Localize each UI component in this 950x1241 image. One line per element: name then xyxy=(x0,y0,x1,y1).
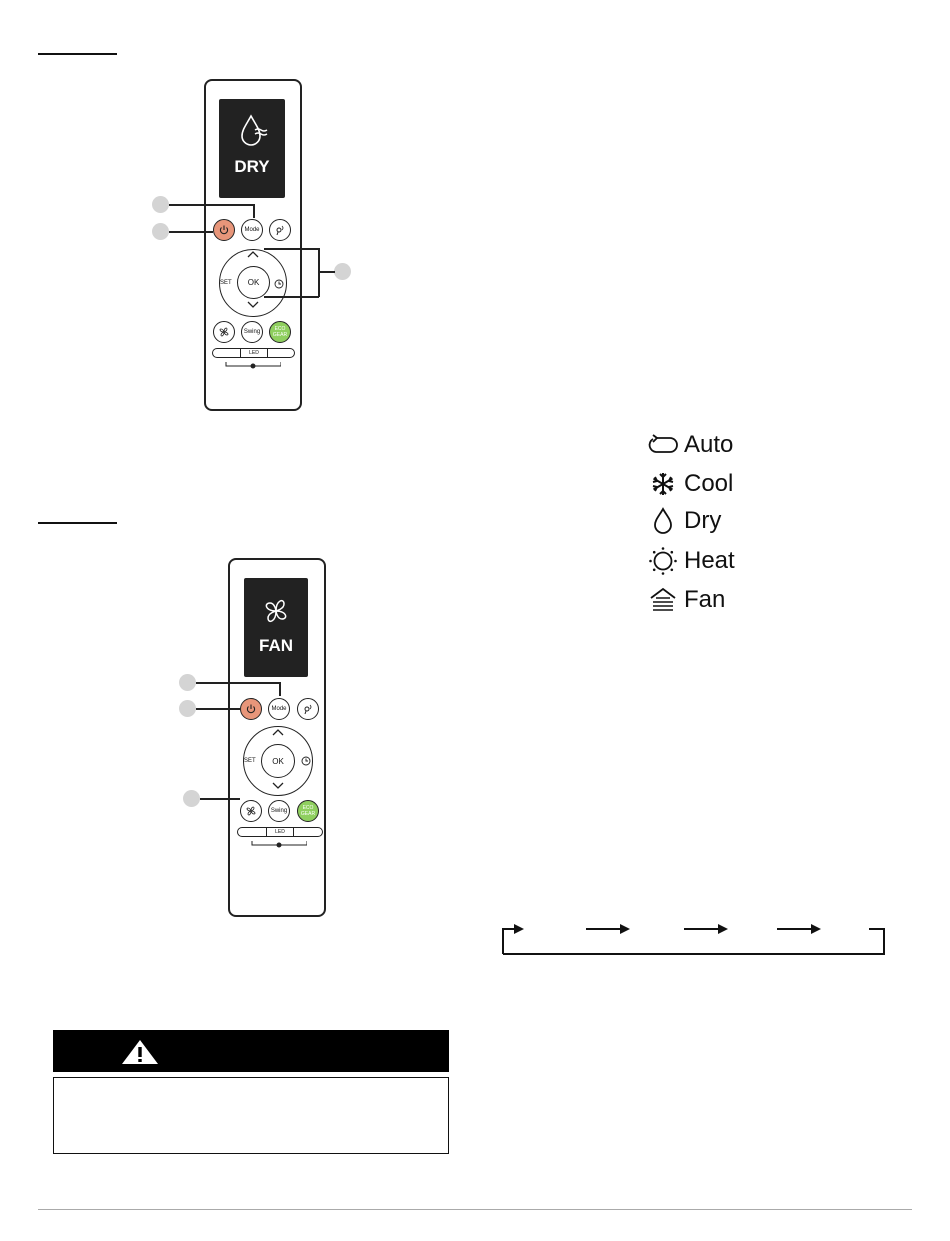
eco-gear-button[interactable]: ECO GEAR xyxy=(297,800,319,822)
fan-icon xyxy=(245,805,257,817)
mode-label: Cool xyxy=(684,470,734,497)
footer-rule xyxy=(38,1209,912,1210)
auto-cycle-icon xyxy=(648,433,678,457)
fan-icon xyxy=(260,592,292,630)
led-button[interactable]: LED xyxy=(240,348,268,358)
mode-label: Heat xyxy=(684,547,735,574)
power-button[interactable] xyxy=(240,698,262,720)
voice-button[interactable] xyxy=(269,219,291,241)
mode-label: Auto xyxy=(684,431,734,458)
callout-line-arrows-top xyxy=(264,248,319,250)
timer-icon[interactable] xyxy=(301,756,311,766)
mode-list-item-heat xyxy=(648,546,735,576)
ok-button[interactable]: OK xyxy=(237,266,270,299)
water-drop-icon xyxy=(652,507,674,535)
section-heading-rule-middle xyxy=(38,522,117,524)
fan-wind-icon xyxy=(649,587,677,613)
callout-fan-speed xyxy=(183,790,200,807)
mode-list-item-cool xyxy=(648,469,733,499)
child-lock-bracket xyxy=(251,840,307,850)
screen-mode-label: FAN xyxy=(259,636,293,655)
callout-line-power xyxy=(196,708,240,710)
child-lock-bracket xyxy=(225,361,281,371)
swing-button[interactable]: Swing xyxy=(241,321,263,343)
section-heading-rule-top xyxy=(38,53,117,55)
eco-gear-button[interactable]: ECO GEAR xyxy=(269,321,291,343)
fan-icon xyxy=(218,326,230,338)
mode-list-item-fan xyxy=(648,585,725,615)
warning-triangle-icon xyxy=(121,1039,159,1065)
sun-icon xyxy=(648,546,678,576)
remote-screen xyxy=(219,99,285,198)
callout-line-mode-v xyxy=(279,682,281,696)
power-icon xyxy=(218,224,230,236)
callout-line-arrows-v xyxy=(318,248,320,297)
down-arrow-icon[interactable] xyxy=(272,782,284,790)
down-arrow-icon[interactable] xyxy=(247,301,259,309)
callout-line-arrows-bottom xyxy=(264,296,319,298)
fan-speed-button[interactable] xyxy=(240,800,262,822)
led-bar[interactable] xyxy=(237,827,323,837)
mode-label: Dry xyxy=(684,507,722,534)
led-bar[interactable] xyxy=(212,348,295,358)
callout-line-mode-v xyxy=(253,204,255,218)
timer-icon[interactable] xyxy=(274,279,284,289)
mode-list-item-auto xyxy=(648,430,733,460)
set-label[interactable]: SET xyxy=(244,758,256,764)
ok-button[interactable]: OK xyxy=(261,744,295,778)
microphone-icon xyxy=(302,703,314,715)
callout-line-arrows-h xyxy=(318,271,335,273)
up-arrow-icon[interactable] xyxy=(272,728,284,736)
up-arrow-icon[interactable] xyxy=(247,250,259,258)
water-drop-icon xyxy=(238,113,268,149)
remote-control-dry xyxy=(204,79,302,411)
callout-line-fan-speed xyxy=(200,798,240,800)
remote-screen xyxy=(244,578,308,677)
swing-button[interactable]: Swing xyxy=(268,800,290,822)
callout-line-mode-h xyxy=(169,204,254,206)
callout-mode xyxy=(152,196,169,213)
warning-body xyxy=(53,1077,449,1154)
mode-button[interactable]: Mode xyxy=(268,698,290,720)
callout-line-power xyxy=(169,231,213,233)
callout-arrows xyxy=(334,263,351,280)
snowflake-icon xyxy=(650,471,676,497)
remote-control-fan xyxy=(228,558,326,917)
mode-button[interactable]: Mode xyxy=(241,219,263,241)
mode-list-item-dry xyxy=(648,506,721,536)
microphone-icon xyxy=(274,224,286,236)
power-button[interactable] xyxy=(213,219,235,241)
power-icon xyxy=(245,703,257,715)
callout-power xyxy=(179,700,196,717)
callout-line-mode-h xyxy=(196,682,280,684)
screen-mode-label: DRY xyxy=(234,157,270,176)
callout-power xyxy=(152,223,169,240)
mode-label: Fan xyxy=(684,586,726,613)
fan-speed-button[interactable] xyxy=(213,321,235,343)
voice-button[interactable] xyxy=(297,698,319,720)
mode-cycle-diagram xyxy=(500,918,892,960)
warning-header xyxy=(53,1030,449,1072)
led-button[interactable]: LED xyxy=(266,827,294,837)
callout-mode xyxy=(179,674,196,691)
set-label[interactable]: SET xyxy=(220,280,232,286)
